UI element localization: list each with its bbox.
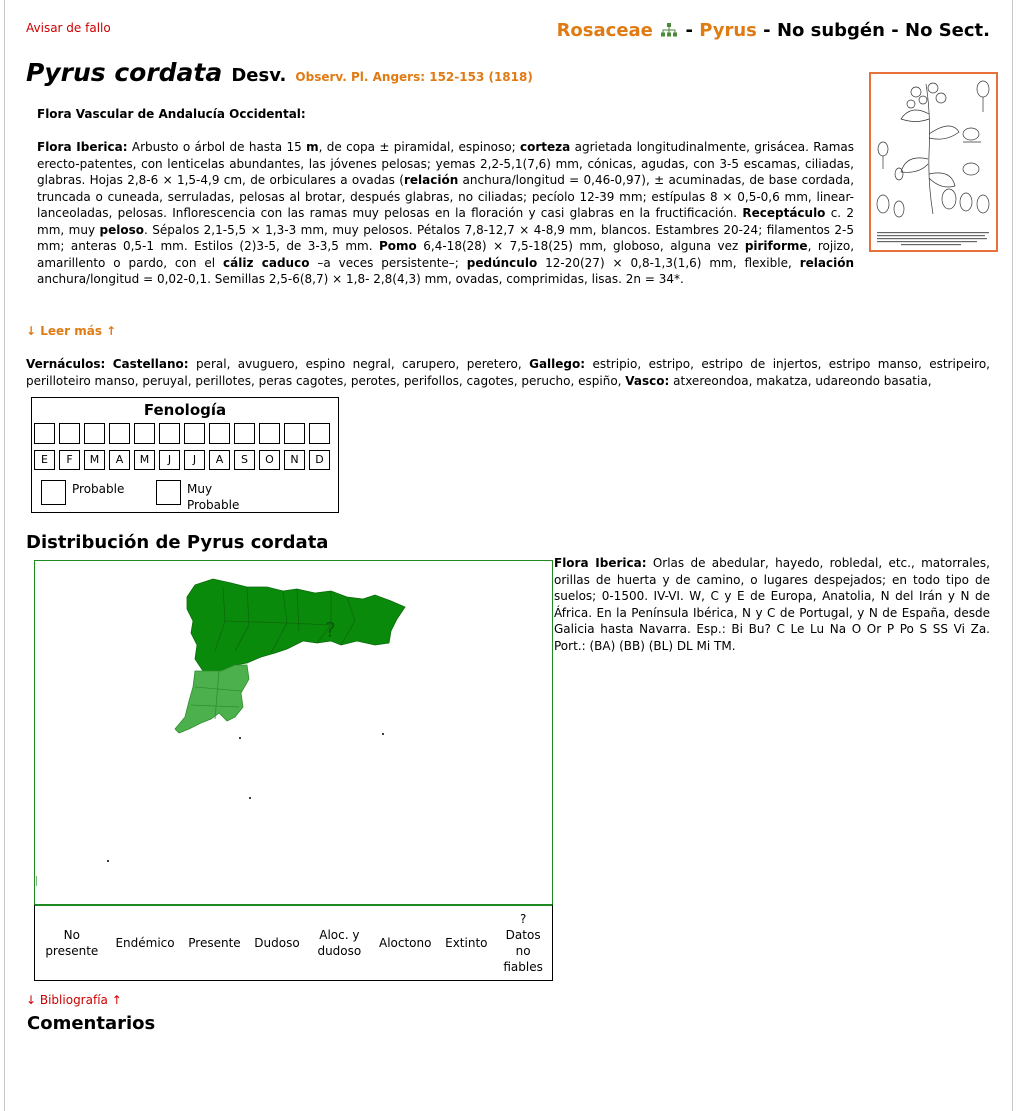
month-label: J bbox=[159, 450, 180, 470]
phenology-cell bbox=[184, 423, 205, 444]
desc-text: , rojizo, amarillento o pardo, con el bbox=[37, 239, 855, 270]
legend-datos-no-fiables bbox=[501, 911, 545, 975]
desc-text: –a veces persistente–; bbox=[309, 255, 467, 270]
map-dot bbox=[239, 737, 241, 739]
vernacular-label: Vernáculos: bbox=[26, 357, 106, 371]
desc-bold: piriforme bbox=[744, 239, 808, 253]
desc-text: . Sépalos 2,1-5,5 × 1,3-3 mm, muy pelosos. Pétalos 7,8-12,7 × 4-8,9 mm, blancos. Estambres 20-24; filamentos 2-5 mm; anteras 0,5-1 mm. Estilos (2)3-5, de 3-3,5 mm. bbox=[37, 222, 854, 253]
month-label: M bbox=[84, 450, 105, 470]
legend-aloctono: Aloctono bbox=[378, 936, 432, 950]
desc-text: , de copa ± piramidal, espinoso; bbox=[318, 140, 521, 154]
map-region-spain-north bbox=[187, 579, 405, 671]
legend-no-presente: No presente bbox=[45, 928, 99, 958]
desc-text: anchura/longitud = 0,46-0,97), ± acuminadas, de base cordada, truncada o cuneada, serruladas, pelosas al brotar, después glabras, no ciliadas; pecíolo 12-39 mm; estípulas 8 × 0,5-0,6 mm, linear-lanceoladas, pelosas. Inflorescencia con las ramas muy pelosas en la floración y casi glabras en la fructificación. bbox=[37, 173, 855, 220]
distribution-legend bbox=[34, 904, 553, 981]
phenology-cell bbox=[34, 423, 55, 444]
month-label: N bbox=[284, 450, 305, 470]
month-label: E bbox=[34, 450, 55, 470]
flora-occidental-heading: Flora Vascular de Andalucía Occidental: bbox=[37, 107, 306, 121]
desc-text: agrietada longitudinalmente, grisácea. Ramas erecto-patentes, con lenticelas abundantes, las jóvenes pelosas; yemas 2,2-5,1(7,6) mm, cónicas, agudas, con 3-5 escamas, ciliadas, glabras. Hojas 2,8-6 × 1,5-4,9 cm, de orbiculares a ovadas ( bbox=[37, 140, 855, 187]
legend-probable-text: Probable bbox=[187, 498, 240, 512]
desc-bold: pedúnculo bbox=[466, 255, 538, 270]
desc-bold: relación bbox=[403, 173, 459, 187]
phenology-cells bbox=[34, 423, 334, 444]
taxonomy-separator: - bbox=[763, 20, 771, 41]
vernacular-names bbox=[26, 356, 990, 389]
map-dot bbox=[382, 733, 384, 735]
desc-text: anchura/longitud = 0,02-0,1. Semillas 2,5-6(8,7) × 1,8- 2,8(4,3) mm, ovadas, comprimidas, lisas. 2n = 34*. bbox=[37, 272, 684, 286]
legend-probable-box bbox=[41, 480, 66, 505]
subgenus-label: No subgén bbox=[776, 20, 885, 41]
desc-bold: cáliz caduco bbox=[223, 255, 310, 270]
legend-muy-probable-box bbox=[156, 480, 181, 505]
legend-muy-probable-label bbox=[187, 481, 239, 513]
genus-link[interactable]: Pyrus bbox=[699, 20, 757, 41]
month-label: F bbox=[59, 450, 80, 470]
phenology-cell bbox=[234, 423, 255, 444]
desc-bold: peloso bbox=[99, 222, 145, 237]
phenology-cell bbox=[84, 423, 105, 444]
desc-bold: Pomo bbox=[379, 239, 417, 253]
phenology-cell bbox=[259, 423, 280, 444]
gallego-label: Gallego: bbox=[529, 357, 586, 371]
phenology-months bbox=[34, 450, 334, 470]
bibliography-toggle[interactable]: ↓ Bibliografía ↑ bbox=[26, 993, 122, 1007]
month-label: M bbox=[134, 450, 155, 470]
phenology-title: Fenología bbox=[143, 401, 227, 419]
phenology-cell bbox=[134, 423, 155, 444]
month-label: S bbox=[234, 450, 255, 470]
legend-question-mark: ? bbox=[519, 912, 527, 926]
map-uncertain-mark: ? bbox=[325, 618, 336, 642]
desc-bold: relación bbox=[799, 255, 854, 270]
distribution-label: Flora Iberica: bbox=[554, 556, 647, 570]
castellano-names: peral, avuguero, espino negral, carupero, peretero, bbox=[188, 357, 530, 371]
desc-bold: Receptáculo bbox=[742, 206, 826, 220]
taxonomy-separator: - bbox=[685, 20, 693, 41]
legend-endemico: Endémico bbox=[115, 936, 175, 950]
legend-extinto: Extinto bbox=[445, 936, 488, 950]
phenology-cell bbox=[284, 423, 305, 444]
map-dot bbox=[107, 860, 109, 862]
legend-aloc-dudoso: Aloc. y dudoso bbox=[317, 928, 362, 958]
map-edge-mark bbox=[36, 876, 37, 886]
month-label: O bbox=[259, 450, 280, 470]
taxonomy-breadcrumb bbox=[557, 20, 990, 42]
month-label: A bbox=[209, 450, 230, 470]
desc-text: Arbusto o árbol de hasta 15 bbox=[127, 140, 307, 154]
species-title bbox=[26, 58, 533, 87]
species-author: Desv. bbox=[231, 65, 287, 86]
comments-heading: Comentarios bbox=[27, 1013, 156, 1034]
species-name: Pyrus cordata bbox=[26, 58, 223, 87]
description-label: Flora Iberica: bbox=[37, 140, 128, 154]
report-bug-link[interactable]: Avisar de fallo bbox=[26, 21, 111, 35]
section-label: No Sect. bbox=[905, 20, 990, 41]
species-reference: Observ. Pl. Angers: 152-153 (1818) bbox=[295, 70, 533, 84]
gallego-names: estripio, estripo, estripo de injertos, estripo manso, estripeiro, perilloteiro manso, peruyal, perillotes, peras cagotes, perotes, perifollos, cagotes, perucho, espiño, bbox=[26, 357, 990, 388]
desc-text: 6,4-18(28) × 7,5-18(25) mm, globoso, alguna vez bbox=[416, 239, 745, 253]
phenology-cell bbox=[309, 423, 330, 444]
description-paragraph bbox=[37, 139, 854, 288]
map-dot bbox=[249, 797, 251, 799]
month-label: D bbox=[309, 450, 330, 470]
taxonomy-tree-icon[interactable] bbox=[661, 21, 677, 42]
desc-text: 12-20(27) × 0,8-1,3(1,6) mm, flexible, bbox=[537, 255, 800, 270]
distribution-description: Orlas de abedular, hayedo, robledal, etc., matorrales, orillas de huerta y de camino, o lugares despejados; en todo tipo de suelos; 0-1500. IV-VI. W, C y E de Europa, Anatolia, N del Irán y N de África. En la Península Ibérica, N y C de Portugal, y N de España, desde Galicia hasta Navarra. Esp.: Bi Bu? C Le Lu Na O Or P Po S SS Vi Za. Port.: (BA) (BB) (BL) DL Mi TM. bbox=[554, 556, 990, 653]
taxonomy-separator: - bbox=[891, 20, 899, 41]
read-more-toggle[interactable]: ↓ Leer más ↑ bbox=[26, 324, 117, 338]
legend-muy-text: Muy bbox=[187, 482, 213, 496]
phenology-panel bbox=[31, 397, 339, 513]
distribution-heading: Distribución de Pyrus cordata bbox=[26, 532, 329, 553]
phenology-cell bbox=[209, 423, 230, 444]
distribution-map[interactable] bbox=[34, 560, 553, 905]
desc-text: c. 2 mm, muy bbox=[37, 206, 854, 237]
map-region-portugal bbox=[175, 665, 249, 733]
month-label: J bbox=[184, 450, 205, 470]
legend-presente: Presente bbox=[188, 936, 241, 950]
desc-bold: corteza bbox=[520, 140, 571, 154]
legend-dudoso: Dudoso bbox=[254, 936, 300, 950]
phenology-cell bbox=[109, 423, 130, 444]
legend-datos-no-fiables-label: Datos no fiables bbox=[503, 928, 543, 974]
family-link[interactable]: Rosaceae bbox=[556, 20, 653, 41]
vasco-label: Vasco: bbox=[625, 373, 670, 388]
vasco-names: atxereondoa, makatza, udareondo basatia, bbox=[669, 373, 932, 388]
distribution-text bbox=[554, 555, 990, 654]
phenology-cell bbox=[159, 423, 180, 444]
month-label: A bbox=[109, 450, 130, 470]
botanical-illustration[interactable] bbox=[869, 72, 998, 252]
desc-bold: m bbox=[306, 140, 319, 154]
legend-probable-label: Probable bbox=[72, 482, 125, 496]
castellano-label: Castellano: bbox=[112, 357, 189, 371]
phenology-cell bbox=[59, 423, 80, 444]
